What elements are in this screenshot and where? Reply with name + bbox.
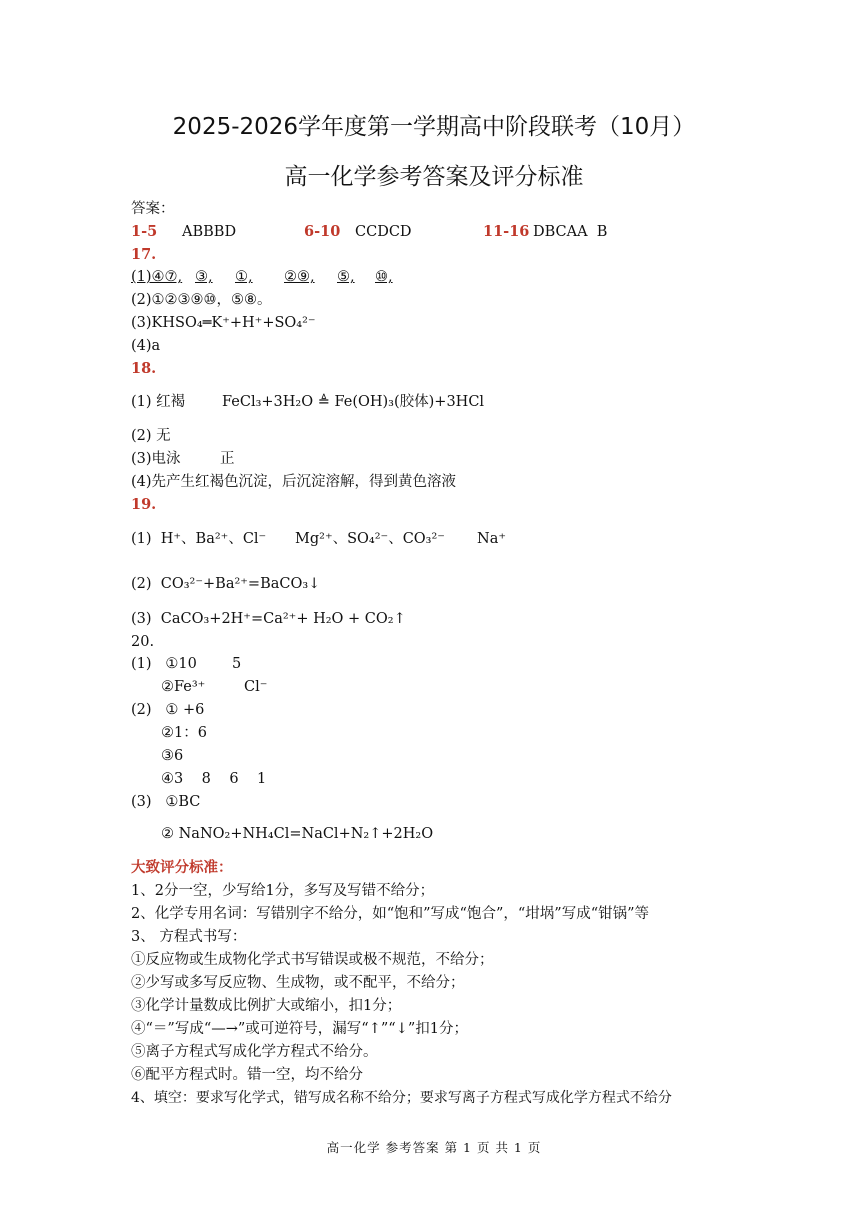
criteria-item: 2、化学专用名词：写错别字不给分，如“饱和”写成“饱合”，“坩埚”写成“钳锅”等 [131, 906, 650, 922]
criteria-item: ⑤离子方程式写成化学方程式不给分。 [131, 1044, 378, 1060]
q20-3-1: (3) ①BC [131, 794, 201, 810]
mc-answers-2: CCDCD [355, 224, 412, 240]
criteria-item: ②少写或多写反应物、生成物，或不配平，不给分； [131, 975, 465, 991]
document-subtitle: 高一化学参考答案及评分标准 [284, 164, 584, 190]
mc-answers-3: DBCAA B [533, 224, 608, 240]
criteria-item: ③化学计量数成比例扩大或缩小，扣1分； [131, 998, 402, 1014]
q17-number: 17. [131, 246, 157, 263]
q18-3-answer-b: 正 [220, 451, 235, 467]
q20-2-2: ②1：6 [161, 725, 207, 741]
q19-number: 19. [131, 496, 157, 513]
q20-2-1: (2) ① +6 [131, 702, 205, 718]
q18-1-answer: (1) 红褐 [131, 394, 186, 410]
q17-1-part1: (1)④⑦, [131, 269, 183, 285]
page-footer: 高一化学 参考答案 第 1 页 共 1 页 [326, 1140, 542, 1155]
q17-3: (3)KHSO₄═K⁺+H⁺+SO₄²⁻ [131, 315, 316, 331]
q17-1-part4: ②⑨, [284, 269, 315, 285]
criteria-item: ⑥配平方程式时。错一空，均不给分 [131, 1067, 363, 1083]
q17-1-part6: ⑩, [375, 269, 393, 285]
q20-3-2: ② NaNO₂+NH₄Cl=NaCl+N₂↑+2H₂O [161, 826, 434, 842]
criteria-item: 3、 方程式书写： [131, 929, 247, 945]
q20-1-d: Cl⁻ [244, 679, 268, 695]
q20-1-b: 5 [232, 656, 242, 672]
q18-1-equation: FeCl₃+3H₂O ≜ Fe(OH)₃(胶体)+3HCl [222, 394, 485, 410]
q20-2-3: ③6 [161, 748, 184, 764]
criteria-item: ①反应物或生成物化学式书写错误或极不规范，不给分； [131, 952, 494, 968]
q19-1-c: Na⁺ [477, 531, 506, 547]
q18-3-answer: (3)电泳 [131, 451, 181, 467]
q19-3: (3) CaCO₃+2H⁺=Ca²⁺+ H₂O + CO₂↑ [131, 611, 406, 627]
q20-number: 20. [131, 634, 155, 650]
q17-1-part3: ①, [235, 269, 253, 285]
q17-2: (2)①②③⑨⑩，⑤⑧。 [131, 292, 272, 308]
criteria-item: 1、2分一空，少写给1分，多写及写错不给分； [131, 883, 435, 899]
q20-1-c: ②Fe³⁺ [161, 679, 206, 695]
answers-label: 答案： [131, 201, 175, 217]
mc-range-3: 11-16 [483, 223, 530, 240]
mc-answers-1: ABBBD [182, 224, 237, 240]
q17-4: (4)a [131, 338, 161, 354]
mc-range-1: 1-5 [131, 223, 158, 240]
q18-4: (4)先产生红褐色沉淀，后沉淀溶解，得到黄色溶液 [131, 474, 457, 490]
q17-1-part5: ⑤, [337, 269, 355, 285]
q19-1-b: Mg²⁺、SO₄²⁻、CO₃²⁻ [295, 531, 445, 547]
q18-2: (2) 无 [131, 428, 171, 444]
q18-number: 18. [131, 360, 157, 377]
q17-1-part2: ③, [195, 269, 213, 285]
criteria-heading: 大致评分标准： [131, 859, 233, 876]
q19-1-a: (1) H⁺、Ba²⁺、Cl⁻ [131, 531, 267, 547]
document-title: 2025-2026学年度第一学期高中阶段联考（10月） [172, 114, 696, 140]
q20-2-4: ④3 8 6 1 [161, 771, 267, 787]
criteria-item: ④“＝”写成“—→”或可逆符号，漏写“↑”“↓”扣1分； [131, 1021, 468, 1037]
q20-1-a: (1) ①10 [131, 656, 197, 672]
mc-range-2: 6-10 [304, 223, 341, 240]
criteria-item: 4、填空：要求写化学式，错写成名称不给分；要求写离子方程式写成化学方程式不给分 [131, 1090, 672, 1106]
q19-2: (2) CO₃²⁻+Ba²⁺=BaCO₃↓ [131, 576, 321, 592]
